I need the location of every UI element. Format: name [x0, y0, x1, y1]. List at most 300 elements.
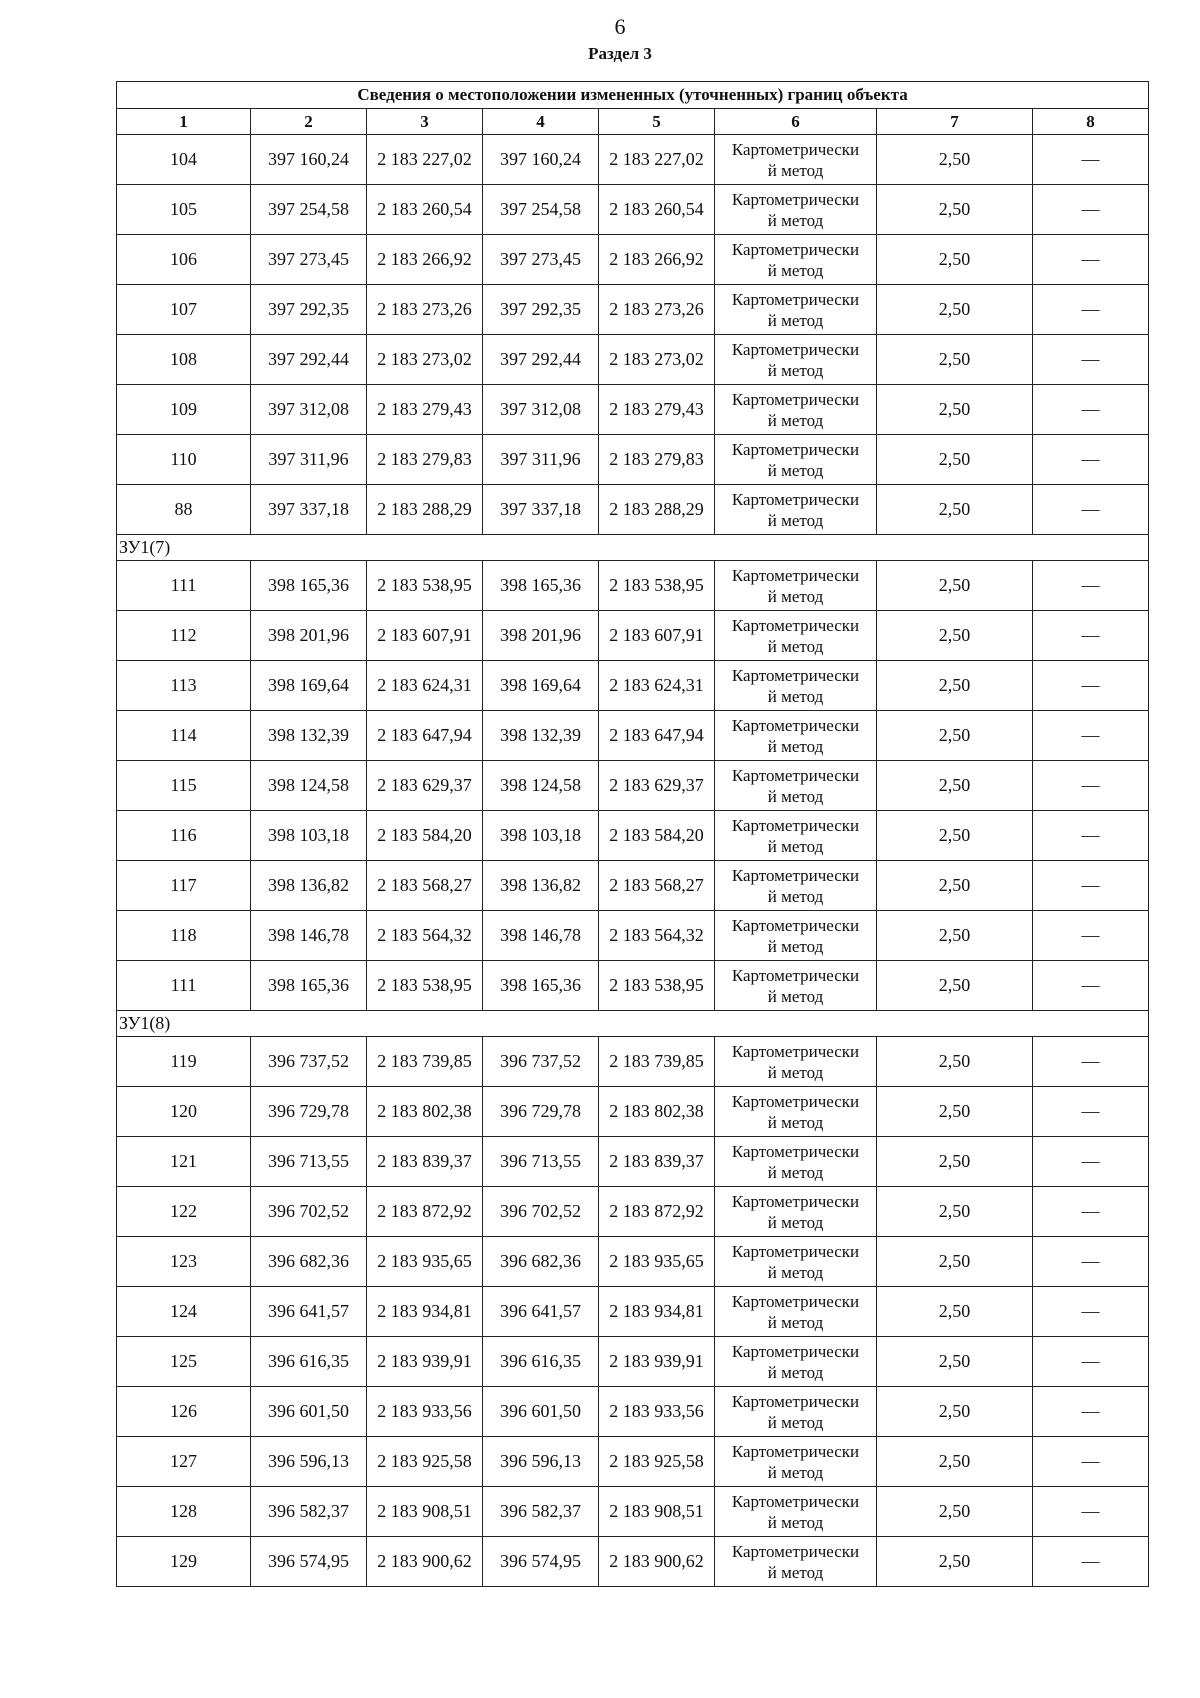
y-existing-cell: 2 183 538,95	[367, 961, 483, 1011]
y-existing-cell: 2 183 629,37	[367, 761, 483, 811]
y-existing-cell: 2 183 872,92	[367, 1187, 483, 1237]
x-existing-cell: 396 596,13	[251, 1437, 367, 1487]
method-line-2: й метод	[767, 1112, 824, 1132]
method-cell	[715, 1437, 877, 1487]
table-row	[117, 1537, 1149, 1587]
x-existing-cell: 396 582,37	[251, 1487, 367, 1537]
y-existing-cell: 2 183 933,56	[367, 1387, 483, 1437]
method-line-1: Картометрически	[731, 139, 860, 159]
method-cell	[715, 285, 877, 335]
table-caption: Сведения о местоположении измененных (уточненных) границ объекта	[117, 82, 1149, 109]
y-new-cell: 2 183 584,20	[599, 811, 715, 861]
method-line-1: Картометрически	[731, 289, 860, 309]
method-line-2: й метод	[767, 1162, 824, 1182]
x-existing-cell: 396 702,52	[251, 1187, 367, 1237]
x-new-cell: 397 337,18	[483, 485, 599, 535]
column-number-6: 6	[715, 109, 877, 135]
point-number-cell: 126	[117, 1387, 251, 1437]
y-new-cell: 2 183 934,81	[599, 1287, 715, 1337]
y-new-cell: 2 183 273,26	[599, 285, 715, 335]
point-number-cell: 121	[117, 1137, 251, 1187]
x-existing-cell: 398 103,18	[251, 811, 367, 861]
method-line-1: Картометрически	[731, 239, 860, 259]
accuracy-cell: 2,50	[877, 1337, 1033, 1387]
x-new-cell: 397 254,58	[483, 185, 599, 235]
table-row	[117, 861, 1149, 911]
method-cell	[715, 1237, 877, 1287]
description-cell: —	[1033, 961, 1149, 1011]
method-cell	[715, 561, 877, 611]
method-line-1: Картометрически	[731, 1141, 860, 1161]
x-new-cell: 397 273,45	[483, 235, 599, 285]
point-number-cell: 122	[117, 1187, 251, 1237]
x-new-cell: 396 574,95	[483, 1537, 599, 1587]
method-cell	[715, 385, 877, 435]
y-new-cell: 2 183 279,83	[599, 435, 715, 485]
point-number-cell: 115	[117, 761, 251, 811]
page-number: 6	[614, 14, 626, 39]
method-line-1: Картометрически	[731, 389, 860, 409]
description-cell: —	[1033, 1187, 1149, 1237]
method-line-1: Картометрически	[731, 1491, 860, 1511]
x-new-cell: 398 169,64	[483, 661, 599, 711]
method-cell	[715, 135, 877, 185]
x-new-cell: 398 201,96	[483, 611, 599, 661]
method-line-2: й метод	[767, 836, 824, 856]
method-line-1: Картометрически	[731, 865, 860, 885]
point-number-cell: 119	[117, 1037, 251, 1087]
method-cell	[715, 1337, 877, 1387]
table-row	[117, 385, 1149, 435]
point-number-cell: 128	[117, 1487, 251, 1537]
point-number-cell: 129	[117, 1537, 251, 1587]
x-existing-cell: 396 682,36	[251, 1237, 367, 1287]
y-new-cell: 2 183 839,37	[599, 1137, 715, 1187]
y-new-cell: 2 183 260,54	[599, 185, 715, 235]
x-new-cell: 397 292,44	[483, 335, 599, 385]
y-existing-cell: 2 183 939,91	[367, 1337, 483, 1387]
x-new-cell: 398 165,36	[483, 961, 599, 1011]
method-cell	[715, 1087, 877, 1137]
method-line-1: Картометрически	[731, 439, 860, 459]
point-number-cell: 109	[117, 385, 251, 435]
table-row	[117, 185, 1149, 235]
method-line-2: й метод	[767, 786, 824, 806]
point-number-cell: 116	[117, 811, 251, 861]
x-new-cell: 396 682,36	[483, 1237, 599, 1287]
accuracy-cell: 2,50	[877, 1287, 1033, 1337]
x-new-cell: 396 596,13	[483, 1437, 599, 1487]
description-cell: —	[1033, 435, 1149, 485]
method-line-1: Картометрически	[731, 965, 860, 985]
description-cell: —	[1033, 1387, 1149, 1437]
y-new-cell: 2 183 739,85	[599, 1037, 715, 1087]
boundary-coordinates-table	[116, 81, 1149, 1587]
y-new-cell: 2 183 647,94	[599, 711, 715, 761]
y-existing-cell: 2 183 568,27	[367, 861, 483, 911]
point-number-cell: 125	[117, 1337, 251, 1387]
method-line-2: й метод	[767, 936, 824, 956]
column-number-row	[117, 109, 1149, 135]
y-new-cell: 2 183 227,02	[599, 135, 715, 185]
method-line-1: Картометрически	[731, 765, 860, 785]
accuracy-cell: 2,50	[877, 761, 1033, 811]
method-line-1: Картометрически	[731, 565, 860, 585]
description-cell: —	[1033, 561, 1149, 611]
accuracy-cell: 2,50	[877, 1237, 1033, 1287]
x-new-cell: 396 729,78	[483, 1087, 599, 1137]
point-number-cell: 124	[117, 1287, 251, 1337]
accuracy-cell: 2,50	[877, 561, 1033, 611]
y-new-cell: 2 183 802,38	[599, 1087, 715, 1137]
x-new-cell: 398 124,58	[483, 761, 599, 811]
x-existing-cell: 397 273,45	[251, 235, 367, 285]
y-new-cell: 2 183 538,95	[599, 961, 715, 1011]
y-new-cell: 2 183 872,92	[599, 1187, 715, 1237]
method-line-2: й метод	[767, 260, 824, 280]
method-line-1: Картометрически	[731, 339, 860, 359]
method-cell	[715, 1537, 877, 1587]
method-line-1: Картометрически	[731, 1391, 860, 1411]
table-body	[117, 135, 1149, 1587]
y-existing-cell: 2 183 934,81	[367, 1287, 483, 1337]
x-existing-cell: 398 201,96	[251, 611, 367, 661]
x-existing-cell: 398 169,64	[251, 661, 367, 711]
accuracy-cell: 2,50	[877, 1187, 1033, 1237]
method-line-1: Картометрически	[731, 1091, 860, 1111]
accuracy-cell: 2,50	[877, 1137, 1033, 1187]
method-line-1: Картометрически	[731, 615, 860, 635]
column-number-3: 3	[367, 109, 483, 135]
table-row	[117, 1487, 1149, 1537]
table-row	[117, 561, 1149, 611]
method-cell	[715, 1287, 877, 1337]
x-existing-cell: 397 160,24	[251, 135, 367, 185]
accuracy-cell: 2,50	[877, 661, 1033, 711]
point-number-cell: 118	[117, 911, 251, 961]
x-new-cell: 397 160,24	[483, 135, 599, 185]
method-line-2: й метод	[767, 986, 824, 1006]
point-number-cell: 112	[117, 611, 251, 661]
table-row	[117, 961, 1149, 1011]
method-cell	[715, 611, 877, 661]
accuracy-cell: 2,50	[877, 385, 1033, 435]
y-existing-cell: 2 183 273,02	[367, 335, 483, 385]
y-existing-cell: 2 183 739,85	[367, 1037, 483, 1087]
group-header-row	[117, 1011, 1149, 1037]
method-line-1: Картометрически	[731, 665, 860, 685]
method-line-2: й метод	[767, 686, 824, 706]
description-cell: —	[1033, 285, 1149, 335]
method-line-2: й метод	[767, 1462, 824, 1482]
y-existing-cell: 2 183 288,29	[367, 485, 483, 535]
x-new-cell: 398 165,36	[483, 561, 599, 611]
description-cell: —	[1033, 1287, 1149, 1337]
point-number-cell: 107	[117, 285, 251, 335]
x-new-cell: 396 702,52	[483, 1187, 599, 1237]
method-cell	[715, 435, 877, 485]
method-line-2: й метод	[767, 460, 824, 480]
point-number-cell: 106	[117, 235, 251, 285]
table-row	[117, 911, 1149, 961]
table-row	[117, 285, 1149, 335]
accuracy-cell: 2,50	[877, 861, 1033, 911]
x-new-cell: 398 146,78	[483, 911, 599, 961]
y-new-cell: 2 183 908,51	[599, 1487, 715, 1537]
description-cell: —	[1033, 485, 1149, 535]
method-cell	[715, 185, 877, 235]
x-existing-cell: 398 146,78	[251, 911, 367, 961]
accuracy-cell: 2,50	[877, 1487, 1033, 1537]
x-new-cell: 397 312,08	[483, 385, 599, 435]
description-cell: —	[1033, 1487, 1149, 1537]
table-row	[117, 1037, 1149, 1087]
y-new-cell: 2 183 933,56	[599, 1387, 715, 1437]
y-new-cell: 2 183 629,37	[599, 761, 715, 811]
point-number-cell: 105	[117, 185, 251, 235]
point-number-cell: 111	[117, 961, 251, 1011]
method-line-2: й метод	[767, 886, 824, 906]
accuracy-cell: 2,50	[877, 1087, 1033, 1137]
method-cell	[715, 711, 877, 761]
method-line-1: Картометрически	[731, 489, 860, 509]
accuracy-cell: 2,50	[877, 811, 1033, 861]
point-number-cell: 108	[117, 335, 251, 385]
section-title: Раздел 3	[588, 44, 652, 63]
method-line-1: Картометрически	[731, 189, 860, 209]
x-existing-cell: 397 292,44	[251, 335, 367, 385]
y-new-cell: 2 183 538,95	[599, 561, 715, 611]
table-row	[117, 1287, 1149, 1337]
column-number-1: 1	[117, 109, 251, 135]
description-cell: —	[1033, 761, 1149, 811]
method-line-2: й метод	[767, 1212, 824, 1232]
method-line-2: й метод	[767, 1312, 824, 1332]
method-cell	[715, 661, 877, 711]
description-cell: —	[1033, 861, 1149, 911]
description-cell: —	[1033, 661, 1149, 711]
x-existing-cell: 397 311,96	[251, 435, 367, 485]
y-existing-cell: 2 183 647,94	[367, 711, 483, 761]
method-line-1: Картометрически	[731, 1241, 860, 1261]
y-existing-cell: 2 183 925,58	[367, 1437, 483, 1487]
method-line-1: Картометрически	[731, 715, 860, 735]
accuracy-cell: 2,50	[877, 1387, 1033, 1437]
method-line-2: й метод	[767, 360, 824, 380]
description-cell: —	[1033, 1237, 1149, 1287]
point-number-cell: 113	[117, 661, 251, 711]
y-existing-cell: 2 183 538,95	[367, 561, 483, 611]
accuracy-cell: 2,50	[877, 185, 1033, 235]
table-row	[117, 811, 1149, 861]
method-line-1: Картометрически	[731, 1041, 860, 1061]
method-cell	[715, 1137, 877, 1187]
column-number-5: 5	[599, 109, 715, 135]
table-row	[117, 761, 1149, 811]
point-number-cell: 123	[117, 1237, 251, 1287]
method-line-1: Картометрически	[731, 915, 860, 935]
y-new-cell: 2 183 607,91	[599, 611, 715, 661]
table-row	[117, 1137, 1149, 1187]
description-cell: —	[1033, 1437, 1149, 1487]
x-existing-cell: 397 337,18	[251, 485, 367, 535]
accuracy-cell: 2,50	[877, 335, 1033, 385]
method-cell	[715, 1487, 877, 1537]
description-cell: —	[1033, 711, 1149, 761]
y-new-cell: 2 183 279,43	[599, 385, 715, 435]
x-existing-cell: 396 713,55	[251, 1137, 367, 1187]
accuracy-cell: 2,50	[877, 961, 1033, 1011]
y-existing-cell: 2 183 607,91	[367, 611, 483, 661]
description-cell: —	[1033, 911, 1149, 961]
y-existing-cell: 2 183 279,83	[367, 435, 483, 485]
x-existing-cell: 398 165,36	[251, 961, 367, 1011]
description-cell: —	[1033, 235, 1149, 285]
x-new-cell: 398 132,39	[483, 711, 599, 761]
method-line-2: й метод	[767, 736, 824, 756]
method-line-1: Картометрически	[731, 1341, 860, 1361]
accuracy-cell: 2,50	[877, 135, 1033, 185]
method-line-2: й метод	[767, 410, 824, 430]
method-line-2: й метод	[767, 1562, 824, 1582]
description-cell: —	[1033, 811, 1149, 861]
method-line-2: й метод	[767, 636, 824, 656]
x-existing-cell: 397 312,08	[251, 385, 367, 435]
x-new-cell: 396 601,50	[483, 1387, 599, 1437]
table-row	[117, 1237, 1149, 1287]
table-row	[117, 1187, 1149, 1237]
y-new-cell: 2 183 624,31	[599, 661, 715, 711]
method-cell	[715, 235, 877, 285]
accuracy-cell: 2,50	[877, 1437, 1033, 1487]
column-number-7: 7	[877, 109, 1033, 135]
point-number-cell: 127	[117, 1437, 251, 1487]
group-header-row	[117, 535, 1149, 561]
y-existing-cell: 2 183 802,38	[367, 1087, 483, 1137]
point-number-cell: 104	[117, 135, 251, 185]
description-cell: —	[1033, 1337, 1149, 1387]
y-existing-cell: 2 183 584,20	[367, 811, 483, 861]
method-line-1: Картометрически	[731, 1441, 860, 1461]
method-line-2: й метод	[767, 510, 824, 530]
description-cell: —	[1033, 335, 1149, 385]
x-existing-cell: 398 124,58	[251, 761, 367, 811]
y-existing-cell: 2 183 273,26	[367, 285, 483, 335]
method-line-1: Картометрически	[731, 1541, 860, 1561]
table-row	[117, 661, 1149, 711]
x-new-cell: 398 136,82	[483, 861, 599, 911]
y-existing-cell: 2 183 935,65	[367, 1237, 483, 1287]
table-row	[117, 1087, 1149, 1137]
description-cell: —	[1033, 385, 1149, 435]
method-cell	[715, 861, 877, 911]
method-cell	[715, 1387, 877, 1437]
y-new-cell: 2 183 288,29	[599, 485, 715, 535]
method-line-1: Картометрически	[731, 1291, 860, 1311]
method-cell	[715, 1037, 877, 1087]
y-existing-cell: 2 183 900,62	[367, 1537, 483, 1587]
x-new-cell: 396 616,35	[483, 1337, 599, 1387]
y-new-cell: 2 183 939,91	[599, 1337, 715, 1387]
description-cell: —	[1033, 611, 1149, 661]
point-number-cell: 88	[117, 485, 251, 535]
y-existing-cell: 2 183 908,51	[367, 1487, 483, 1537]
method-line-2: й метод	[767, 160, 824, 180]
method-line-2: й метод	[767, 210, 824, 230]
x-new-cell: 396 641,57	[483, 1287, 599, 1337]
y-new-cell: 2 183 273,02	[599, 335, 715, 385]
method-line-2: й метод	[767, 1262, 824, 1282]
x-new-cell: 396 713,55	[483, 1137, 599, 1187]
table-row	[117, 335, 1149, 385]
table-row	[117, 611, 1149, 661]
x-existing-cell: 396 641,57	[251, 1287, 367, 1337]
description-cell: —	[1033, 135, 1149, 185]
column-number-8: 8	[1033, 109, 1149, 135]
table-row	[117, 135, 1149, 185]
x-new-cell: 396 582,37	[483, 1487, 599, 1537]
method-cell	[715, 811, 877, 861]
y-new-cell: 2 183 568,27	[599, 861, 715, 911]
y-existing-cell: 2 183 227,02	[367, 135, 483, 185]
description-cell: —	[1033, 1137, 1149, 1187]
y-existing-cell: 2 183 279,43	[367, 385, 483, 435]
group-label: ЗУ1(7)	[117, 535, 1149, 561]
description-cell: —	[1033, 1037, 1149, 1087]
x-existing-cell: 396 601,50	[251, 1387, 367, 1437]
method-line-2: й метод	[767, 1362, 824, 1382]
method-line-2: й метод	[767, 1062, 824, 1082]
description-cell: —	[1033, 1537, 1149, 1587]
method-cell	[715, 761, 877, 811]
y-existing-cell: 2 183 564,32	[367, 911, 483, 961]
x-existing-cell: 396 616,35	[251, 1337, 367, 1387]
table-row	[117, 711, 1149, 761]
method-line-1: Картометрически	[731, 815, 860, 835]
accuracy-cell: 2,50	[877, 285, 1033, 335]
x-existing-cell: 397 254,58	[251, 185, 367, 235]
y-existing-cell: 2 183 260,54	[367, 185, 483, 235]
x-existing-cell: 398 132,39	[251, 711, 367, 761]
y-new-cell: 2 183 935,65	[599, 1237, 715, 1287]
point-number-cell: 117	[117, 861, 251, 911]
y-existing-cell: 2 183 624,31	[367, 661, 483, 711]
accuracy-cell: 2,50	[877, 1037, 1033, 1087]
x-existing-cell: 396 729,78	[251, 1087, 367, 1137]
method-cell	[715, 1187, 877, 1237]
table-row	[117, 1387, 1149, 1437]
method-cell	[715, 335, 877, 385]
accuracy-cell: 2,50	[877, 235, 1033, 285]
point-number-cell: 110	[117, 435, 251, 485]
accuracy-cell: 2,50	[877, 485, 1033, 535]
accuracy-cell: 2,50	[877, 435, 1033, 485]
y-new-cell: 2 183 564,32	[599, 911, 715, 961]
x-existing-cell: 398 136,82	[251, 861, 367, 911]
x-new-cell: 396 737,52	[483, 1037, 599, 1087]
accuracy-cell: 2,50	[877, 911, 1033, 961]
method-line-2: й метод	[767, 1512, 824, 1532]
x-existing-cell: 398 165,36	[251, 561, 367, 611]
column-number-2: 2	[251, 109, 367, 135]
table-row	[117, 435, 1149, 485]
method-line-2: й метод	[767, 586, 824, 606]
x-existing-cell: 396 574,95	[251, 1537, 367, 1587]
method-cell	[715, 485, 877, 535]
x-existing-cell: 396 737,52	[251, 1037, 367, 1087]
y-new-cell: 2 183 925,58	[599, 1437, 715, 1487]
table-row	[117, 1337, 1149, 1387]
